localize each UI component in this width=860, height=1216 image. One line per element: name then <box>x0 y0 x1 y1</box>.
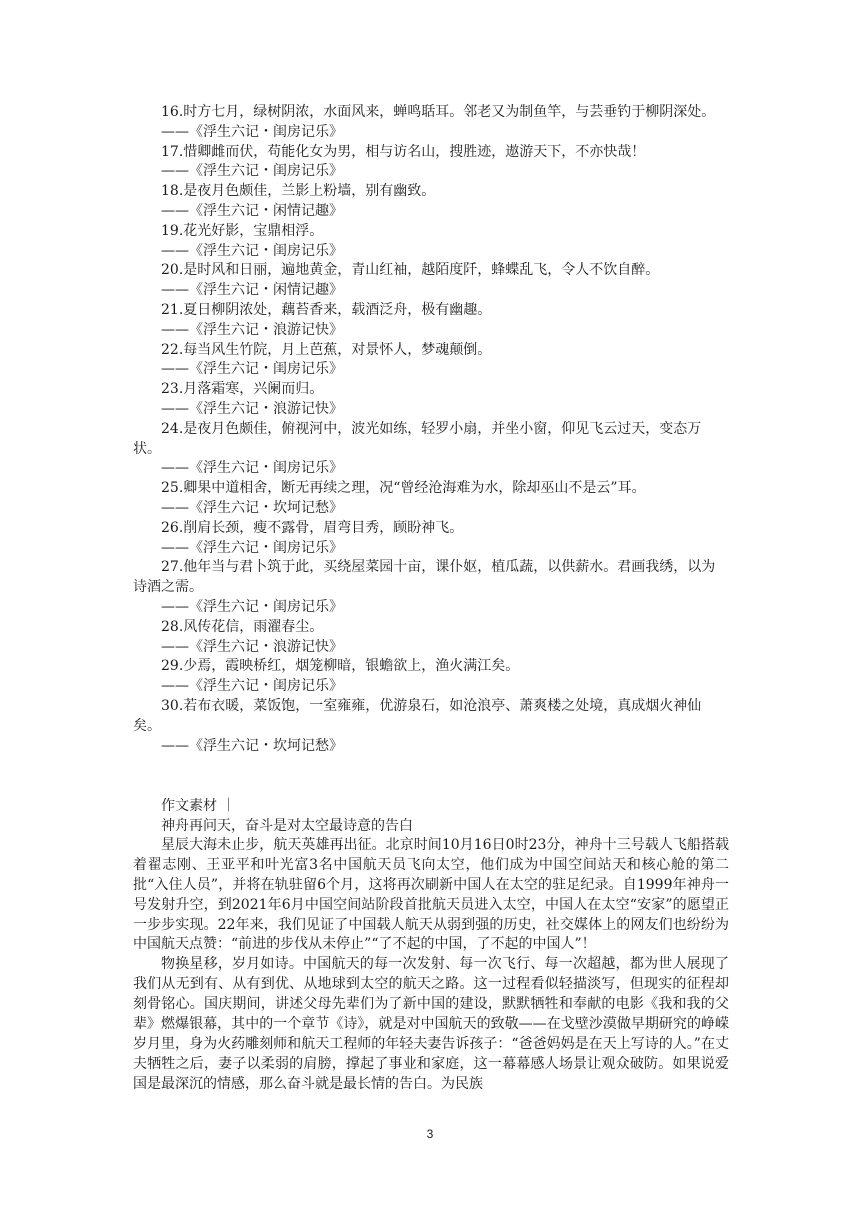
spacer <box>133 756 729 776</box>
quote-text: 30.若布衣暖，菜饭饱，一室雍雍，优游泉石，如沧浪亭、萧爽楼之处境，真成烟火神仙矣。 <box>133 697 702 734</box>
quote-source: ——《浮生六记・闺房记乐》 <box>161 163 343 180</box>
quote-text: 29.少焉，霞映桥红，烟笼柳暗，银蟾欲上，渔火满江矣。 <box>161 658 520 675</box>
quote-text: 22.每当风生竹院，月上芭蕉，对景怀人，梦魂颠倒。 <box>161 341 492 358</box>
quote-text: 24.是夜月色颇佳，俯视河中，波光如练，轻罗小扇，并坐小窗，仰见飞云过天，变态万状。 <box>133 420 702 457</box>
paragraph: 物换星移，岁月如诗。中国航天的每一次发射、每一次飞行、每一次超越，都为世人展现了我们从无到有、从有到优、从地球到太空的航天之路。这一过程看似轻描淡写，但现实的征程却刻骨铭心。国庆期间，讲述父母先辈们为了新中国的建设，默默牺牲和奉献的电影《我和我的父辈》燃爆银幕，其中的一个章节《诗》，就是对中国航天的致敬——在戈壁沙漠做早期研究的峥嵘岁月里，身为火药雕刻师和航天工程师的年轻夫妻告诉孩子：“爸爸妈妈是在天上写诗的人。”在丈夫牺牲之后，妻子以柔弱的肩膀，撑起了事业和家庭，这一幕幕感人场景让观众破防。如果说爱国是最深沉的情感，那么奋斗就是最长情的告白。为民族 <box>133 956 729 1092</box>
quote-source: ——《浮生六记・闲情记趣》 <box>161 282 343 299</box>
quote-text: 20.是时风和日丽，遍地黄金，青山红袖，越陌度阡，蜂蝶乱飞，令人不饮自醉。 <box>161 262 660 279</box>
quote-text: 28.风传花信，雨濯春尘。 <box>161 618 324 635</box>
quote-source: ——《浮生六记・坎坷记愁》 <box>161 499 343 516</box>
quote-text: 21.夏日柳阴浓处，藕苔香来，载酒泛舟，极有幽趣。 <box>161 301 492 318</box>
page-number: 3 <box>426 1127 434 1141</box>
quote-text: 17.惜卿雌而伏，苟能化女为男，相与访名山，搜胜迹，遨游天下，不亦快哉！ <box>161 143 646 160</box>
quote-source: ——《浮生六记・闺房记乐》 <box>161 460 343 477</box>
quote-source: ——《浮生六记・闺房记乐》 <box>161 539 343 556</box>
quote-text: 16.时方七月，绿树阴浓，水面风来，蝉鸣聒耳。邻老又为制鱼竿，与芸垂钓于柳阴深处。 <box>161 104 716 120</box>
quote-source: ——《浮生六记・浪游记快》 <box>161 638 343 655</box>
quote-text: 26.削肩长颈，瘦不露骨，眉弯目秀，顾盼神飞。 <box>161 519 464 536</box>
quote-source: ——《浮生六记・闺房记乐》 <box>161 242 343 259</box>
spacer <box>133 776 729 796</box>
quote-source: ——《浮生六记・浪游记快》 <box>161 321 343 338</box>
quote-source: ——《浮生六记・浪游记快》 <box>161 400 343 417</box>
section-label: 作文素材 ｜ <box>161 797 236 814</box>
quote-text: 23.月落霜寒，兴阑而归。 <box>161 381 324 398</box>
article-title: 神舟再问天，奋斗是对太空最诗意的告白 <box>161 817 413 834</box>
quote-source: ——《浮生六记・闺房记乐》 <box>161 598 343 615</box>
quote-source: ——《浮生六记・闺房记乐》 <box>161 361 343 378</box>
quote-source: ——《浮生六记・坎坷记愁》 <box>161 737 343 754</box>
quote-text: 27.他年当与君卜筑于此，买绕屋菜园十亩，课仆妪，植瓜蔬，以供薪水。君画我绣，以为诗酒之需。 <box>133 559 716 596</box>
quote-text: 18.是夜月色颇佳，兰影上粉墙，别有幽致。 <box>161 183 436 200</box>
quote-source: ——《浮生六记・闲情记趣》 <box>161 202 343 219</box>
page-content <box>133 103 729 1095</box>
paragraph: 星辰大海未止步，航天英雄再出征。北京时间10月16日0时23分，神舟十三号载人飞船搭载着翟志刚、王亚平和叶光富3名中国航天员飞向太空，他们成为中国空间站天和核心舱的第二批“入住人员”，并将在轨驻留6个月，这将再次刷新中国人在太空的驻足纪录。自1999年神舟一号发射升空，到2021年6月中国空间站阶段首批航天员进入太空，中国人在太空“安家”的愿望正一步步实现。22年来，我们见证了中国载人航天从弱到强的历史，社交媒体上的网友们也纷纷为中国航天点赞：“前进的步伐从未停止”“了不起的中国，了不起的中国人”！ <box>133 836 729 953</box>
quote-source: ——《浮生六记・闺房记乐》 <box>161 123 343 140</box>
quote-text: 25.卿果中道相舍，断无再续之理，况“曾经沧海难为水，除却巫山不是云”耳。 <box>161 480 646 497</box>
quote-list <box>133 103 729 756</box>
quote-source: ——《浮生六记・闺房记乐》 <box>161 678 343 695</box>
quote-text: 19.花光好影，宝鼎相浮。 <box>161 222 324 239</box>
